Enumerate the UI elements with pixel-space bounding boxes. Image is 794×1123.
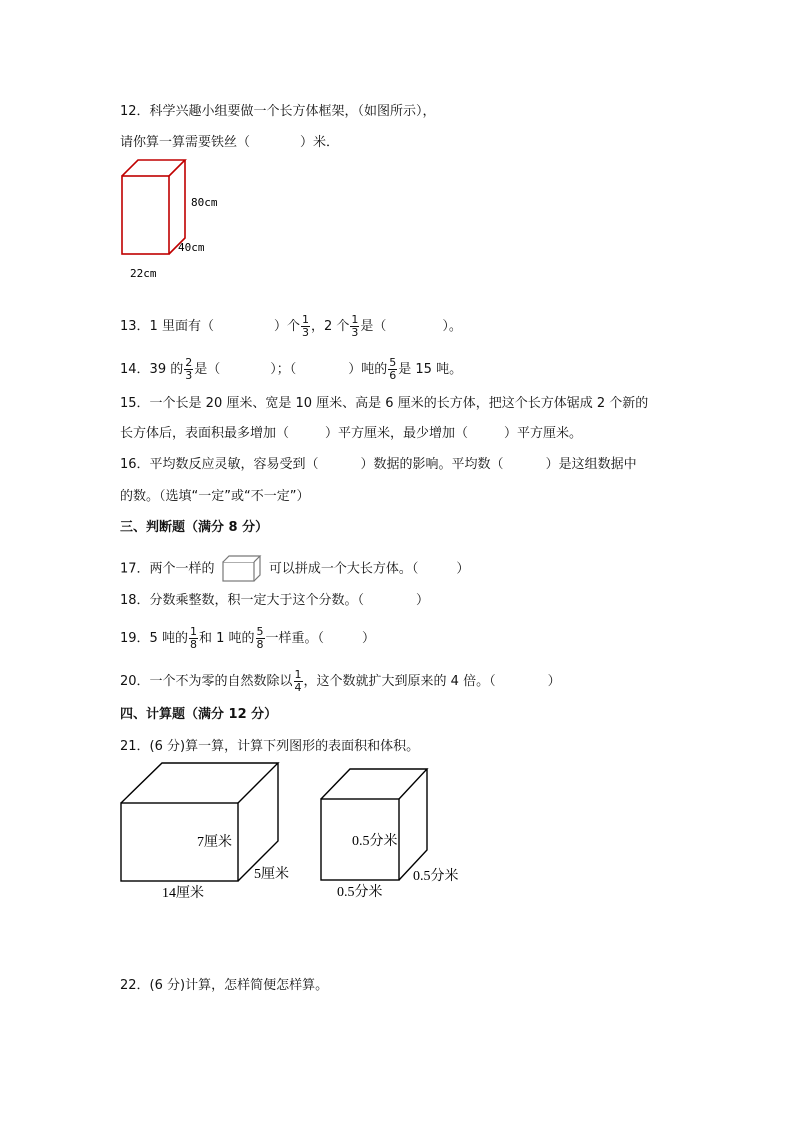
q12-line1: 12．科学兴趣小组要做一个长方体框架，（如图所示）， xyxy=(120,104,436,119)
fraction: $\frac{5}{6}$ xyxy=(389,356,397,382)
fraction: $\frac{1}{3}$ xyxy=(351,313,359,339)
label-height: 0.5分米 xyxy=(352,834,398,849)
q21-cube-2 xyxy=(315,765,465,905)
fraction: $\frac{5}{8}$ xyxy=(256,625,264,651)
q15-line1: 15．一个长是 20 厘米、宽是 10 厘米、高是 6 厘米的长方体，把这个长方体锯成 2 个新的 xyxy=(120,396,649,411)
label-depth: 0.5分米 xyxy=(413,869,459,884)
fraction: $\frac{1}{8}$ xyxy=(189,625,197,651)
fraction: $\frac{2}{3}$ xyxy=(185,356,193,382)
fraction: $\frac{1}{3}$ xyxy=(301,313,309,339)
label-width: 0.5分米 xyxy=(337,885,383,900)
label-depth: 40cm xyxy=(178,241,205,254)
q21-cuboid-1 xyxy=(115,760,300,905)
q22-text: 22．(6 分)计算，怎样简便怎样算。 xyxy=(120,978,329,993)
label-height: 80cm xyxy=(191,196,218,209)
cuboid-front-face xyxy=(122,176,169,254)
q21-text: 21．(6 分)算一算，计算下列图形的表面积和体积。 xyxy=(120,739,420,754)
q12-line2: 请你算一算需要铁丝（ ）米． xyxy=(120,135,340,150)
q16-line1: 16．平均数反应灵敏，容易受到（ ）数据的影响。平均数（ ）是这组数据中 xyxy=(120,457,637,472)
q20: 20．一个不为零的自然数除以 $\frac{1}{4}$ ，这个数就扩大到原来的 4 倍。（ ） xyxy=(120,668,561,694)
small-cuboid-icon xyxy=(221,555,263,583)
q15-line2: 长方体后，表面积最多增加（ ）平方厘米，最少增加（ ）平方厘米。 xyxy=(120,426,583,441)
q12-cuboid-figure xyxy=(112,158,232,283)
q16-line2: 的数。（选填“一定”或“不一定”） xyxy=(120,489,310,504)
label-depth: 5厘米 xyxy=(254,867,289,882)
q19: 19．5 吨的 $\frac{1}{8}$ 和 1 吨的 $\frac{5}{8}$ 一样重。（ ） xyxy=(120,625,376,651)
label-length: 14厘米 xyxy=(162,886,204,901)
q17: 17．两个一样的 可以拼成一个大长方体。（ ） xyxy=(120,555,469,583)
q18: 18．分数乘整数，积一定大于这个分数。（ ） xyxy=(120,593,430,608)
fraction: $\frac{1}{4}$ xyxy=(294,668,302,694)
cuboid-top-face xyxy=(122,160,185,176)
q13: 13．1 里面有（ ）个 $\frac{1}{3}$ ，2 个 $\frac{1}{3}$ 是（ ）。 xyxy=(120,313,462,339)
label-width: 22cm xyxy=(130,267,157,280)
section-3-heading: 三、判断题（满分 8 分） xyxy=(120,520,269,535)
label-height: 7厘米 xyxy=(197,835,232,850)
section-4-heading: 四、计算题（满分 12 分） xyxy=(120,707,278,722)
q14: 14．39 的 $\frac{2}{3}$ 是（ ）；（ ）吨的 $\frac{5}{6}$ 是 15 吨。 xyxy=(120,356,463,382)
